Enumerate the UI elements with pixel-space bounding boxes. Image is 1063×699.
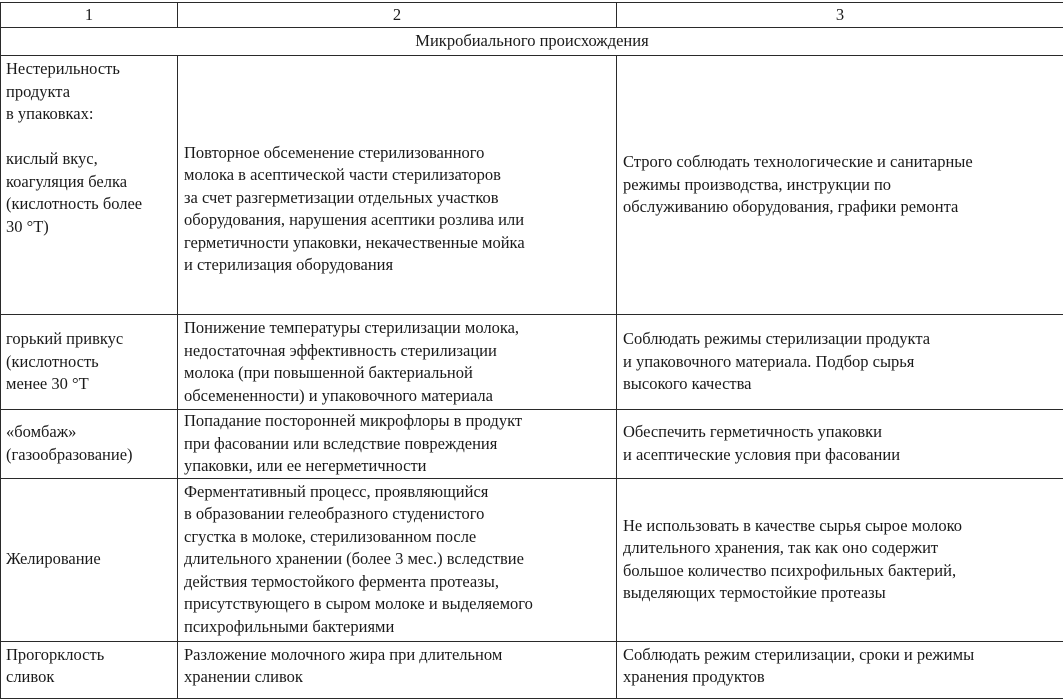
- prevention-cell: Не использовать в качестве сырья сырое молоко длительного хранения, так как оно содержит большое количество психрофильных бактерий, выделяющих термостойкие протеазы: [617, 478, 1063, 641]
- prevention-cell: Строго соблюдать технологические и санитарные режимы производства, инструкции по обслуживанию оборудования, графики ремонта: [617, 56, 1063, 315]
- prevention-cell: Соблюдать режимы стерилизации продукта и упаковочного материала. Подбор сырья высокого качества: [617, 315, 1063, 410]
- column-number-3: 3: [617, 3, 1063, 28]
- table-row: [1, 478, 1063, 641]
- column-number-1: 1: [1, 3, 178, 28]
- cause-cell: Попадание посторонней микрофлоры в продукт при фасовании или вследствие повреждения упаковки, или ее негерметичности: [178, 410, 617, 479]
- defect-cell: Нестерильность продукта в упаковках: кислый вкус, коагуляция белка (кислотность более 30 °Т): [1, 56, 178, 315]
- defect-cell: горький привкус (кислотность менее 30 °Т: [1, 315, 178, 410]
- column-number-2: 2: [178, 3, 617, 28]
- defects-table: [0, 2, 1063, 699]
- column-numbers-row: [1, 3, 1063, 28]
- defect-cell: Прогорклость сливок: [1, 641, 178, 698]
- cause-cell: Понижение температуры стерилизации молока, недостаточная эффективность стерилизации молока (при повышенной бактериальной обсемененности) и упаковочного материала: [178, 315, 617, 410]
- prevention-cell: Обеспечить герметичность упаковки и асептические условия при фасовании: [617, 410, 1063, 479]
- cause-cell: Повторное обсеменение стерилизованного молока в асептической части стерилизаторов за счет разгерметизации отдельных участков оборудования, нарушения асептики розлива или герметичности упаковки, некачественные мойка и стерилизация оборудования: [178, 56, 617, 315]
- defect-cell: «бомбаж» (газообразование): [1, 410, 178, 479]
- table-row: [1, 641, 1063, 698]
- cause-cell: Разложение молочного жира при длительном хранении сливок: [178, 641, 617, 698]
- defect-cell: Желирование: [1, 478, 178, 641]
- section-title: Микробиального происхождения: [1, 28, 1063, 56]
- prevention-cell: Соблюдать режим стерилизации, сроки и режимы хранения продуктов: [617, 641, 1063, 698]
- table-row: [1, 56, 1063, 315]
- table-row: [1, 410, 1063, 479]
- section-row: [1, 28, 1063, 56]
- cause-cell: Ферментативный процесс, проявляющийся в образовании гелеобразного студенистого сгустка в молоке, стерилизованном после длительного хранении (более 3 мес.) вследствие действия термостойкого фермента протеазы, присутствующего в сыром молоке и выделяемого психрофильными бактериями: [178, 478, 617, 641]
- table-row: [1, 315, 1063, 410]
